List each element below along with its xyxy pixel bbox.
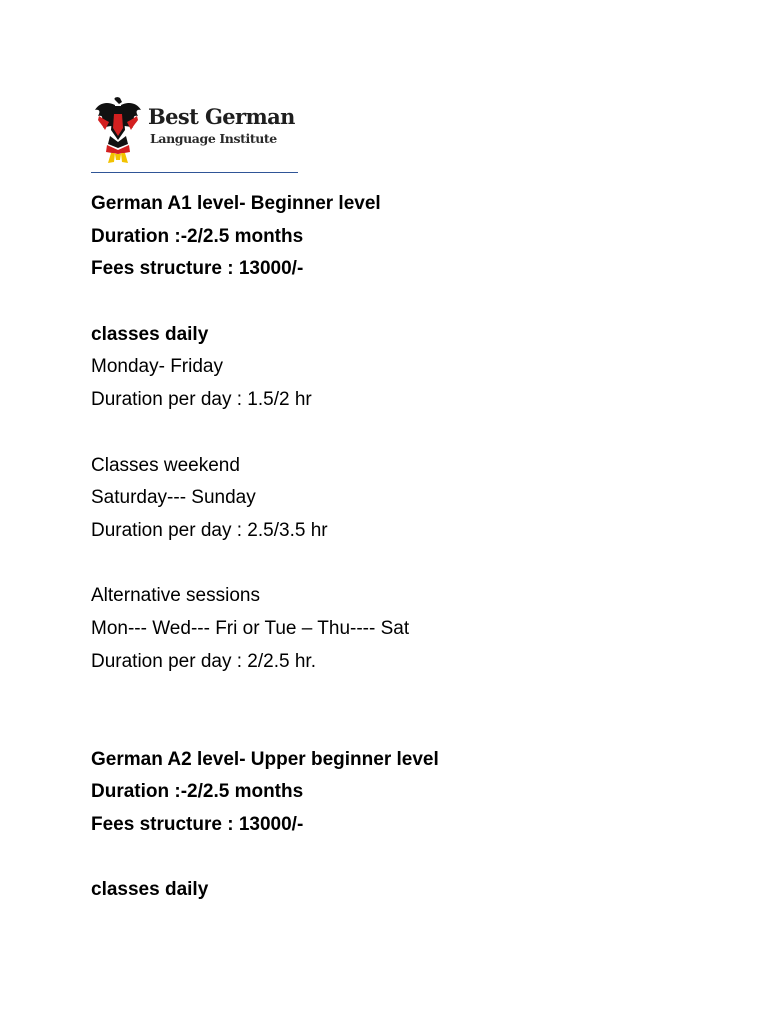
a1-alt-heading: Alternative sessions xyxy=(91,585,260,607)
a2-duration: Duration :-2/2.5 months xyxy=(91,781,304,803)
logo-underline xyxy=(91,172,298,173)
a2-fees: Fees structure : 13000/- xyxy=(91,814,304,836)
institute-logo xyxy=(93,96,303,168)
a1-daily-days: Monday- Friday xyxy=(91,356,223,378)
a1-alt-duration: Duration per day : 2/2.5 hr. xyxy=(91,650,316,672)
logo-subtitle: Language Institute xyxy=(150,131,277,146)
spacer xyxy=(91,417,731,450)
a1-weekend-days: Saturday--- Sunday xyxy=(91,487,256,509)
german-eagle-icon xyxy=(93,96,143,164)
course-details xyxy=(91,188,731,907)
spacer xyxy=(91,548,731,581)
spacer xyxy=(91,842,731,875)
logo-title: Best German xyxy=(148,104,295,129)
a1-daily-duration: Duration per day : 1.5/2 hr xyxy=(91,389,312,411)
spacer xyxy=(91,711,731,744)
a1-heading: German A1 level- Beginner level xyxy=(91,193,381,214)
a1-duration: Duration :-2/2.5 months xyxy=(91,225,304,247)
a1-weekend-duration: Duration per day : 2.5/3.5 hr xyxy=(91,519,328,541)
a2-heading: German A2 level- Upper beginner level xyxy=(91,748,439,770)
spacer xyxy=(91,678,731,711)
a1-weekend-heading: Classes weekend xyxy=(91,454,240,476)
a1-alt-days: Mon--- Wed--- Fri or Tue – Thu---- Sat xyxy=(91,617,410,639)
a2-daily-heading: classes daily xyxy=(91,879,209,901)
a1-fees: Fees structure : 13000/- xyxy=(91,258,304,280)
a1-daily-heading: classes daily xyxy=(91,323,209,345)
spacer xyxy=(91,286,731,319)
